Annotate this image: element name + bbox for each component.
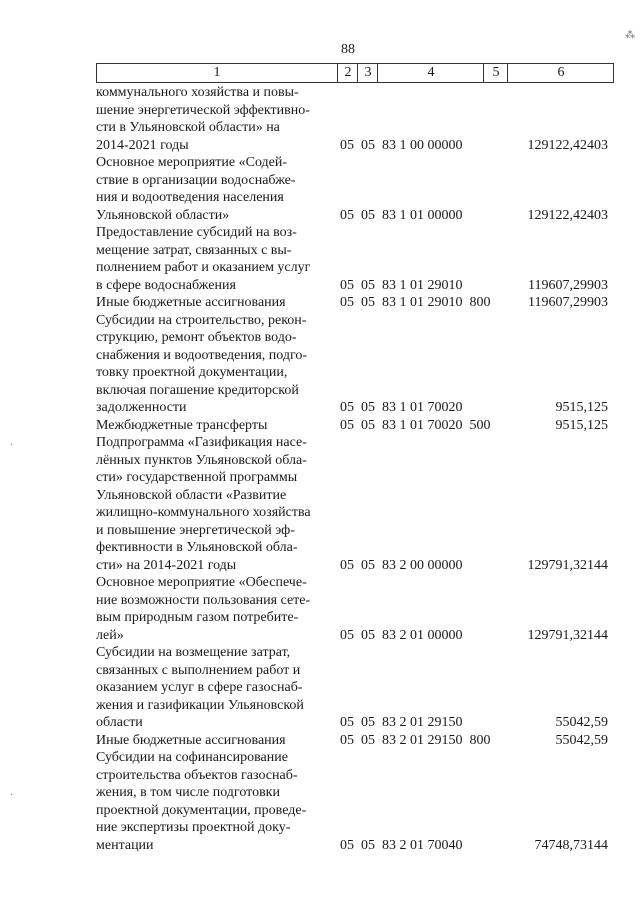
budget-codes: 05 05 83 1 01 70020	[340, 400, 463, 415]
description-line: сти» государственной программы	[96, 470, 298, 485]
header-col-2: 2	[337, 64, 358, 82]
amount: 74748,73144	[534, 837, 608, 853]
amount: 129791,32144	[527, 557, 608, 573]
row-description	[96, 644, 334, 732]
description-line: Основное мероприятие «Содей-	[96, 155, 288, 170]
amount: 9515,125	[555, 417, 608, 433]
description-line: Субсидии на софинансирование	[96, 750, 288, 765]
table-header-row	[96, 63, 614, 83]
description-line: жилищно-коммунального хозяйства	[96, 505, 311, 520]
description-line: связанных с выполнением работ и	[96, 662, 301, 678]
row-description	[96, 749, 334, 854]
description-line: жения и газификации Ульяновской	[96, 697, 304, 713]
description-line: жения, в том числе подготовки	[96, 785, 280, 800]
description-line: Межбюджетные трансферты	[96, 417, 268, 433]
scan-speck: ·	[10, 790, 14, 801]
budget-codes: 05 05 83 1 01 00000	[340, 207, 463, 223]
description-line: Предоставление субсидий на воз-	[96, 225, 297, 240]
description-line: области	[96, 715, 143, 730]
description-line: в сфере водоснабжения	[96, 277, 236, 293]
budget-codes: 05 05 83 1 01 29010 800	[340, 295, 491, 310]
description-line: Подпрограмма «Газификация насе-	[96, 435, 307, 450]
description-line: ния и водоотведения населения	[96, 190, 284, 205]
description-line: Ульяновской области «Развитие	[96, 487, 287, 503]
row-description	[96, 434, 334, 574]
amount: 119607,29903	[528, 277, 608, 293]
description-line: оказанием услуг в сфере газоснаб-	[96, 680, 303, 695]
budget-codes: 05 05 83 2 00 00000	[340, 557, 463, 573]
description-line: задолженности	[96, 400, 187, 415]
description-line: ние возможности пользования сете-	[96, 592, 311, 608]
description-line: Субсидии на возмещение затрат,	[96, 645, 291, 660]
description-line: Основное мероприятие «Обеспече-	[96, 575, 307, 590]
description-line: строительства объектов газоснаб-	[96, 767, 298, 783]
page-number: 88	[341, 42, 355, 57]
description-line: ментации	[96, 837, 154, 853]
amount: 119607,29903	[528, 295, 608, 310]
row-description	[96, 312, 334, 417]
row-description	[96, 224, 334, 294]
description-line: струкцию, ремонт объектов водо-	[96, 330, 297, 345]
description-line: ние экспертизы проектной доку-	[96, 820, 291, 835]
budget-codes: 05 05 83 2 01 29150	[340, 715, 463, 730]
description-line: снабжения и водоотведения, подго-	[96, 347, 308, 363]
description-line: сти в Ульяновской области» на	[96, 120, 280, 135]
description-line: вым природным газом потребите-	[96, 610, 299, 625]
header-col-1: 1	[213, 65, 221, 80]
row-description	[96, 294, 334, 312]
row-description	[96, 574, 334, 644]
description-line: полнением работ и оказанием услуг	[96, 260, 311, 275]
budget-codes: 05 05 83 1 01 70020 500	[340, 417, 491, 433]
budget-codes: 05 05 83 1 00 00000	[340, 137, 463, 153]
description-line: ствие в организации водоснабже-	[96, 172, 296, 188]
description-line: Иные бюджетные ассигнования	[96, 295, 286, 310]
description-line: лей»	[96, 627, 124, 643]
description-line: проектной документации, проведе-	[96, 802, 307, 818]
description-line: коммунального хозяйства и повы-	[96, 85, 299, 100]
budget-codes: 05 05 83 2 01 29150 800	[340, 732, 491, 748]
description-line: сти» на 2014-2021 годы	[96, 557, 237, 573]
amount: 55042,59	[555, 715, 608, 730]
description-line: Ульяновской области»	[96, 207, 230, 223]
row-description	[96, 84, 334, 154]
budget-codes: 05 05 83 2 01 70040	[340, 837, 463, 853]
amount: 55042,59	[555, 732, 608, 748]
budget-codes: 05 05 83 2 01 00000	[340, 627, 463, 643]
header-col-4: 4	[377, 64, 484, 82]
budget-codes: 05 05 83 1 01 29010	[340, 277, 463, 293]
row-description	[96, 732, 334, 750]
description-line: Иные бюджетные ассигнования	[96, 732, 286, 748]
scan-speck: ·	[10, 440, 14, 451]
row-description	[96, 417, 334, 435]
description-line: Субсидии на строительство, рекон-	[96, 312, 307, 328]
description-line: фективности в Ульяновской обла-	[96, 540, 298, 555]
scan-speck: ⁂	[625, 30, 635, 41]
description-line: включая погашение кредиторской	[96, 382, 299, 398]
header-col-3: 3	[357, 64, 378, 82]
description-line: и повышение энергетической эф-	[96, 522, 295, 538]
description-line: мещение затрат, связанных с вы-	[96, 242, 292, 258]
description-line: 2014-2021 годы	[96, 137, 189, 153]
description-line: лённых пунктов Ульяновской обла-	[96, 452, 307, 468]
description-line: шение энергетической эффективно-	[96, 102, 310, 118]
row-description	[96, 154, 334, 224]
description-line: товку проектной документации,	[96, 365, 288, 380]
amount: 9515,125	[555, 400, 608, 415]
header-col-5: 5	[483, 64, 508, 82]
amount: 129122,42403	[527, 207, 608, 223]
amount: 129122,42403	[527, 137, 608, 153]
header-col-6: 6	[507, 64, 614, 82]
amount: 129791,32144	[527, 627, 608, 643]
